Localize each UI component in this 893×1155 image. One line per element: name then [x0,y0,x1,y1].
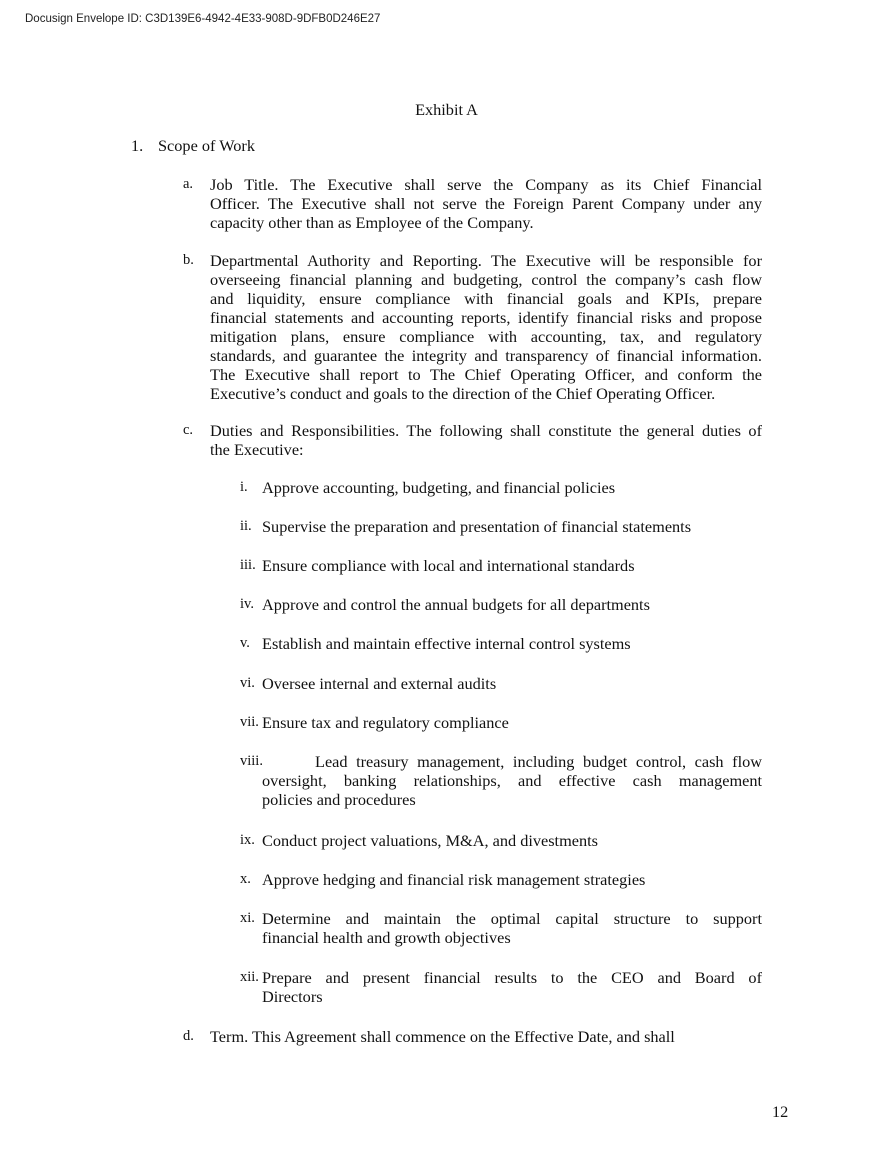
text-line: Term. This Agreement shall commence on the Effective Date, and shall [210,1027,675,1046]
list-label: vi. [240,675,255,691]
text-line: policies and procedures [262,790,416,809]
text-line: Establish and maintain effective internal control systems [262,634,631,653]
list-label: iii. [240,557,256,573]
text-line: and liquidity, ensure compliance with financial goals and KPIs, prepare [210,289,762,308]
list-label: c. [183,422,194,438]
text-line: Supervise the preparation and presentation of financial statements [262,517,692,536]
text-line: overseeing financial planning and budgeting, control the company’s cash flow [210,270,762,289]
list-label: b. [183,252,194,268]
text-line: Conduct project valuations, M&A, and divestments [262,831,598,850]
list-label: a. [183,176,194,192]
text-line: the Executive: [210,440,304,459]
text-line: Job Title. The Executive shall serve the Company as its Chief Financial [210,175,762,194]
list-label: vii. [240,714,259,730]
text-line: Lead treasury management, including budget control, cash flow [315,752,762,771]
text-line: financial health and growth objectives [262,928,511,947]
list-label: x. [240,871,251,887]
page-number: 12 [772,1102,789,1121]
text-line: Duties and Responsibilities. The following shall constitute the general duties of [210,421,762,440]
text-line: Oversee internal and external audits [262,674,497,693]
text-line: Prepare and present financial results to the CEO and Board of [262,968,762,987]
text-line: financial statements and accounting reports, identify financial risks and propose [210,308,762,327]
list-label: d. [183,1028,194,1044]
text-line: Ensure compliance with local and international standards [262,556,635,575]
text-line: capacity other than as Employee of the Company. [210,213,534,232]
text-line: Approve accounting, budgeting, and financial policies [262,478,616,497]
list-label: viii. [240,753,263,769]
text-line: Departmental Authority and Reporting. The Executive will be responsible for [210,251,762,270]
list-label: ii. [240,518,252,534]
list-label: xii. [240,969,259,985]
text-line: oversight, banking relationships, and effective cash management [262,771,762,790]
text-line: Approve and control the annual budgets for all departments [262,595,650,614]
text-line: Officer. The Executive shall not serve the Foreign Parent Company under any [210,194,762,213]
section-heading: Scope of Work [158,136,255,155]
envelope-id: Docusign Envelope ID: C3D139E6-4942-4E33-908D-9DFB0D246E27 [25,13,381,25]
list-label: iv. [240,596,254,612]
list-label: i. [240,479,248,495]
text-line: The Executive shall report to The Chief Operating Officer, and conform the [210,365,762,384]
text-line: mitigation plans, ensure compliance with accounting, tax, and regulatory [210,327,762,346]
text-line: standards, and guarantee the integrity and transparency of financial information. [210,346,762,365]
text-line: Ensure tax and regulatory compliance [262,713,509,732]
list-label: v. [240,635,250,651]
text-line: Executive’s conduct and goals to the direction of the Chief Operating Officer. [210,384,716,403]
text-line: Determine and maintain the optimal capital structure to support [262,909,762,928]
exhibit-title: Exhibit A [415,100,478,119]
text-line: Approve hedging and financial risk management strategies [262,870,646,889]
text-line: Directors [262,987,323,1006]
section-number: 1. [131,136,144,155]
list-label: ix. [240,832,255,848]
list-label: xi. [240,910,255,926]
